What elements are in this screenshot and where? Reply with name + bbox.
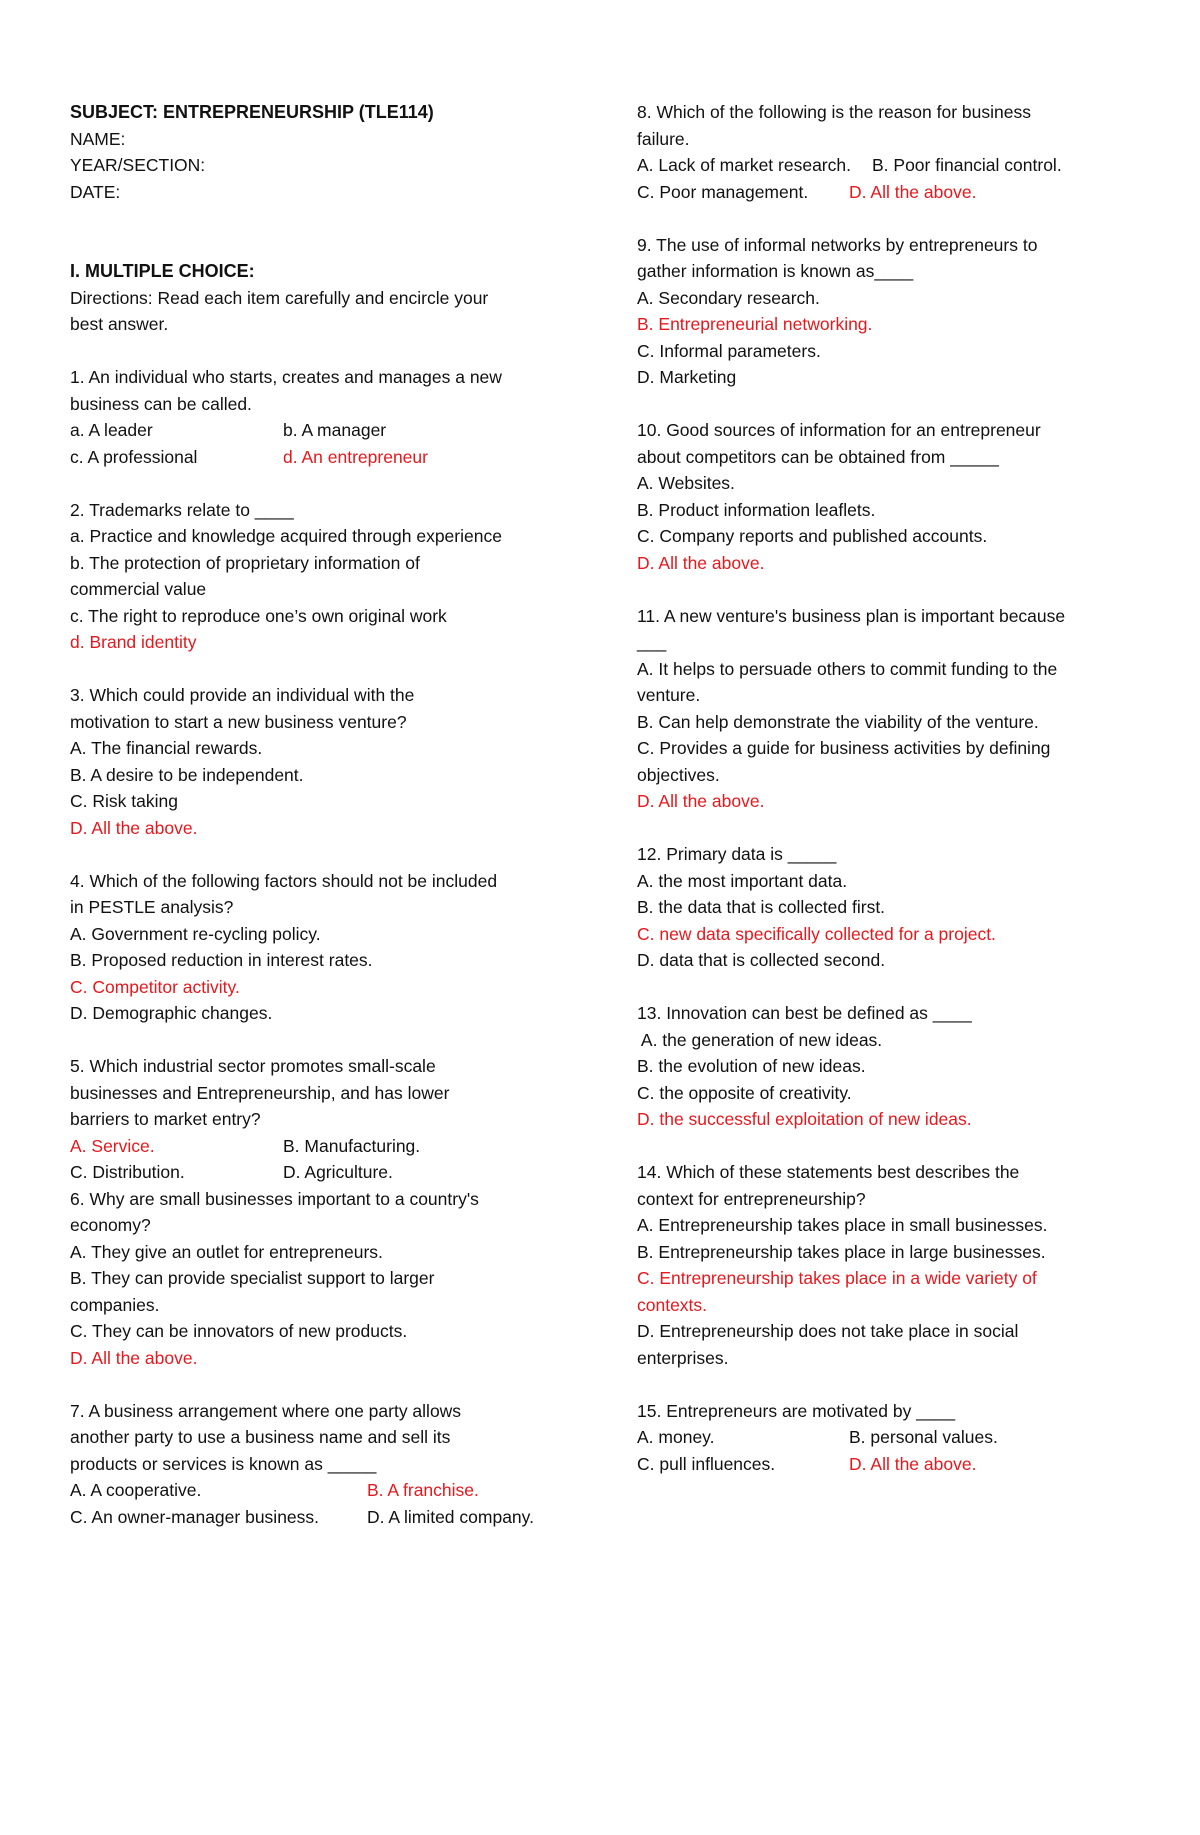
question-text: context for entrepreneurship? bbox=[637, 1188, 866, 1209]
question-text: gather information is known as____ bbox=[637, 261, 914, 281]
option-b-cont[interactable]: commercial value bbox=[70, 579, 207, 599]
question-text: 8. Which of the following is the reason for business bbox=[637, 102, 1031, 122]
directions-line-1: Directions: Read each item carefully and encircle your bbox=[70, 287, 489, 308]
question-text: barriers to market entry? bbox=[70, 1109, 261, 1129]
option-d-correct[interactable]: D. All the above. bbox=[849, 181, 977, 202]
option-d-correct[interactable]: D. All the above. bbox=[70, 1347, 198, 1368]
option-d[interactable]: D. Entrepreneurship does not take place in social bbox=[637, 1321, 1019, 1341]
option-a[interactable]: A. They give an outlet for entrepreneurs. bbox=[70, 1241, 383, 1262]
option-d-correct[interactable]: D. All the above. bbox=[637, 552, 765, 573]
question-1 bbox=[70, 364, 570, 470]
option-b[interactable]: B. the data that is collected first. bbox=[637, 897, 886, 917]
option-b[interactable]: B. Manufacturing. bbox=[283, 1135, 421, 1156]
option-b[interactable]: B. Entrepreneurship takes place in large businesses. bbox=[637, 1241, 1046, 1262]
question-text: about competitors can be obtained from _____ bbox=[637, 446, 999, 467]
question-text: motivation to start a new business venture? bbox=[70, 711, 407, 732]
option-c[interactable]: c. A professional bbox=[70, 446, 198, 467]
option-a[interactable]: A. money. bbox=[637, 1427, 715, 1447]
question-2 bbox=[70, 497, 570, 656]
question-text: 5. Which industrial sector promotes small-scale bbox=[70, 1056, 436, 1076]
option-c[interactable]: C. Informal parameters. bbox=[637, 340, 821, 361]
question-7 bbox=[70, 1398, 570, 1531]
option-a-correct[interactable]: A. Service. bbox=[70, 1135, 155, 1156]
option-c[interactable]: C. Risk taking bbox=[70, 791, 178, 811]
option-d[interactable]: D. Marketing bbox=[637, 367, 737, 387]
question-text: 12. Primary data is _____ bbox=[637, 844, 837, 864]
question-text: 6. Why are small businesses important to a country's bbox=[70, 1188, 479, 1209]
question-text: in PESTLE analysis? bbox=[70, 897, 234, 917]
option-d[interactable]: D. Demographic changes. bbox=[70, 1003, 273, 1023]
option-b-correct[interactable]: B. Entrepreneurial networking. bbox=[637, 314, 873, 334]
option-b[interactable]: b. The protection of proprietary information of bbox=[70, 552, 420, 573]
question-text: failure. bbox=[637, 128, 690, 149]
option-b-correct[interactable]: B. A franchise. bbox=[367, 1480, 479, 1500]
right-column bbox=[637, 99, 1142, 1477]
option-b[interactable]: B. A desire to be independent. bbox=[70, 764, 304, 785]
option-a[interactable]: A. A cooperative. bbox=[70, 1480, 202, 1500]
option-a[interactable]: A. Websites. bbox=[637, 473, 735, 493]
option-b[interactable]: B. the evolution of new ideas. bbox=[637, 1056, 866, 1076]
question-text: 1. An individual who starts, creates and manages a new bbox=[70, 367, 502, 387]
option-c-correct-cont[interactable]: contexts. bbox=[637, 1294, 708, 1315]
option-b-cont[interactable]: companies. bbox=[70, 1294, 160, 1315]
question-13 bbox=[637, 1000, 1142, 1133]
option-b[interactable]: B. Proposed reduction in interest rates. bbox=[70, 950, 373, 970]
question-text: 13. Innovation can best be defined as ____ bbox=[637, 1003, 972, 1023]
question-4 bbox=[70, 868, 570, 1027]
option-d[interactable]: D. A limited company. bbox=[367, 1506, 534, 1527]
question-text: ___ bbox=[637, 632, 667, 652]
option-b[interactable]: B. Can help demonstrate the viability of the venture. bbox=[637, 711, 1039, 732]
option-d[interactable]: D. Agriculture. bbox=[283, 1162, 393, 1182]
option-d-correct[interactable]: D. All the above. bbox=[70, 817, 198, 838]
question-5 bbox=[70, 1053, 570, 1186]
option-c-correct[interactable]: C. new data specifically collected for a project. bbox=[637, 923, 996, 944]
question-text: business can be called. bbox=[70, 393, 252, 414]
option-d-correct[interactable]: D. All the above. bbox=[637, 791, 765, 811]
option-c-correct[interactable]: C. Competitor activity. bbox=[70, 976, 240, 997]
option-d-cont[interactable]: enterprises. bbox=[637, 1347, 729, 1368]
question-text: products or services is known as _____ bbox=[70, 1453, 377, 1474]
option-c[interactable]: c. The right to reproduce one’s own original work bbox=[70, 605, 447, 626]
question-text: 2. Trademarks relate to ____ bbox=[70, 499, 294, 520]
option-d[interactable]: D. data that is collected second. bbox=[637, 950, 886, 970]
option-a[interactable]: A. Lack of market research. bbox=[637, 155, 851, 175]
question-11 bbox=[637, 603, 1142, 815]
date-label: DATE: bbox=[70, 181, 121, 202]
left-column bbox=[70, 99, 570, 1530]
option-c[interactable]: C. An owner-manager business. bbox=[70, 1506, 320, 1527]
question-text: 7. A business arrangement where one party allows bbox=[70, 1400, 462, 1421]
question-8 bbox=[637, 99, 1142, 205]
question-text: economy? bbox=[70, 1215, 151, 1235]
question-10 bbox=[637, 417, 1142, 576]
question-6 bbox=[70, 1186, 570, 1372]
name-label: NAME: bbox=[70, 128, 126, 149]
question-text: 10. Good sources of information for an entrepreneur bbox=[637, 420, 1041, 440]
option-c[interactable]: C. They can be innovators of new products. bbox=[70, 1321, 408, 1341]
directions-line-2: best answer. bbox=[70, 314, 169, 334]
option-c[interactable]: C. pull influences. bbox=[637, 1453, 776, 1474]
option-a[interactable]: A. It helps to persuade others to commit funding to the bbox=[637, 658, 1058, 679]
question-12 bbox=[637, 841, 1142, 974]
option-b[interactable]: B. They can provide specialist support to larger bbox=[70, 1268, 435, 1288]
question-text: another party to use a business name and sell its bbox=[70, 1427, 451, 1447]
option-a[interactable]: A. Secondary research. bbox=[637, 287, 820, 308]
question-text: 9. The use of informal networks by entrepreneurs to bbox=[637, 234, 1038, 255]
option-c[interactable]: C. Provides a guide for business activities by defining bbox=[637, 738, 1051, 758]
option-a[interactable]: A. Entrepreneurship takes place in small businesses. bbox=[637, 1215, 1048, 1235]
option-b[interactable]: b. A manager bbox=[283, 420, 387, 440]
option-a[interactable]: a. A leader bbox=[70, 420, 153, 440]
option-a[interactable]: A. The financial rewards. bbox=[70, 738, 263, 758]
option-d-correct[interactable]: D. the successful exploitation of new ideas. bbox=[637, 1109, 972, 1129]
option-b[interactable]: B. Poor financial control. bbox=[872, 155, 1062, 175]
question-text: 3. Which could provide an individual with the bbox=[70, 685, 415, 705]
question-text: 14. Which of these statements best describes the bbox=[637, 1162, 1020, 1182]
option-b[interactable]: B. Product information leaflets. bbox=[637, 499, 876, 520]
option-b[interactable]: B. personal values. bbox=[849, 1427, 998, 1447]
option-c-correct[interactable]: C. Entrepreneurship takes place in a wide variety of bbox=[637, 1268, 1037, 1288]
option-a[interactable]: A. the most important data. bbox=[637, 870, 848, 891]
question-text: businesses and Entrepreneurship, and has lower bbox=[70, 1082, 450, 1103]
option-c-cont[interactable]: objectives. bbox=[637, 764, 720, 785]
option-a[interactable]: A. Government re-cycling policy. bbox=[70, 923, 321, 944]
option-c[interactable]: C. the opposite of creativity. bbox=[637, 1082, 852, 1103]
option-c[interactable]: C. Poor management. bbox=[637, 181, 809, 202]
section-title: I. MULTIPLE CHOICE: bbox=[70, 261, 255, 281]
option-d-correct[interactable]: d. Brand identity bbox=[70, 632, 197, 652]
subject-title: SUBJECT: ENTREPRENEURSHIP (TLE114) bbox=[70, 102, 434, 122]
question-text: 4. Which of the following factors should not be included bbox=[70, 870, 498, 891]
question-text: 11. A new venture's business plan is important because bbox=[637, 605, 1066, 626]
question-text: 15. Entrepreneurs are motivated by ____ bbox=[637, 1400, 956, 1421]
option-d-correct[interactable]: d. An entrepreneur bbox=[283, 446, 428, 467]
option-a[interactable]: a. Practice and knowledge acquired through experience bbox=[70, 526, 502, 546]
option-a[interactable]: A. the generation of new ideas. bbox=[637, 1029, 883, 1050]
section-label: YEAR/SECTION: bbox=[70, 155, 206, 175]
option-a-cont[interactable]: venture. bbox=[637, 685, 701, 705]
option-c[interactable]: C. Distribution. bbox=[70, 1162, 185, 1182]
question-3 bbox=[70, 682, 570, 841]
question-9 bbox=[637, 232, 1142, 391]
question-14 bbox=[637, 1159, 1142, 1371]
question-15 bbox=[637, 1398, 1142, 1478]
option-d-correct[interactable]: D. All the above. bbox=[849, 1453, 977, 1474]
option-c[interactable]: C. Company reports and published accounts. bbox=[637, 526, 988, 546]
